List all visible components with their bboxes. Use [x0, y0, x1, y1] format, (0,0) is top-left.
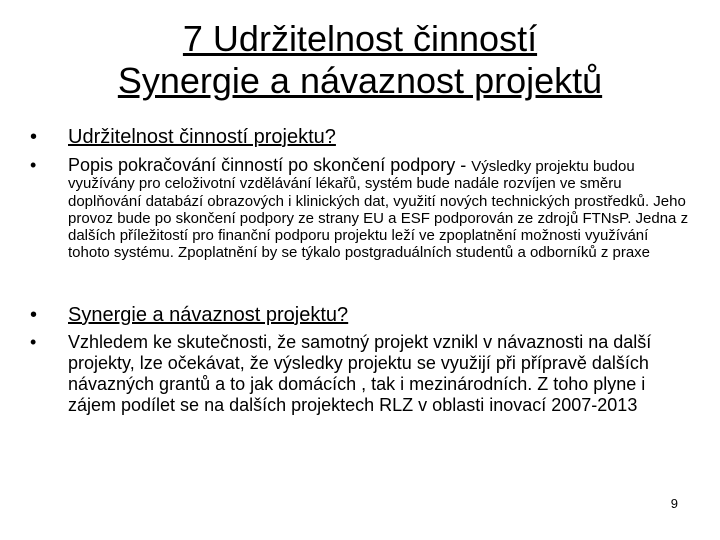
bullet-sustainability-heading — [30, 125, 690, 149]
bullet-text: Výsledky projektu budou využívány pro celoživotní vzdělávání lékařů, systém bude nadále rozvíjen ve směru doplňování databází obrazových i klinických dat, využití nových technických prostředků. Jeho provoz bude po skončení podpory ze strany EU a ESF podporován ze zdrojů FTNsP. Jedna z dalších příležitostí pro finanční podporu projektu leží ve zpoplatnění možnosti využívání tohoto systému. Zpoplatnění by se týkalo postgraduálních studentů a odborníků z praxe — [68, 158, 689, 262]
bullet-body — [68, 157, 690, 262]
title-line-2: Synergie a návaznost projektů — [117, 60, 603, 101]
bullet-synergy-description — [30, 332, 690, 416]
bullet-text: Udržitelnost činností projektu? — [68, 126, 336, 148]
bullet-sustainability-description — [30, 157, 690, 262]
bullet-text: Synergie a návaznost projektu? — [68, 304, 349, 326]
title-line-1: 7 Udržitelnost činností — [182, 18, 538, 59]
bullet-synergy-heading — [30, 303, 690, 327]
bullet-text: Vzhledem ke skutečnosti, že samotný projekt vznikl v návaznosti na další projekty, lze očekávat, že výsledky projektu se využijí při přípravě dalších návazných grantů a to jak domácích , tak i mezinárodních. Z toho plyne i zájem podílet se na dalších projektech RLZ v oblasti inovací 2007-2013 — [68, 332, 652, 415]
bullet-lead-text: Popis pokračování činností po skončení podpory - — [68, 155, 472, 175]
page-number: 9 — [670, 496, 678, 511]
slide-title — [0, 18, 720, 102]
bullet-dot: • — [30, 304, 38, 326]
bullet-dot: • — [30, 155, 37, 175]
bullet-dot: • — [30, 126, 38, 148]
bullet-dot: • — [30, 332, 37, 352]
